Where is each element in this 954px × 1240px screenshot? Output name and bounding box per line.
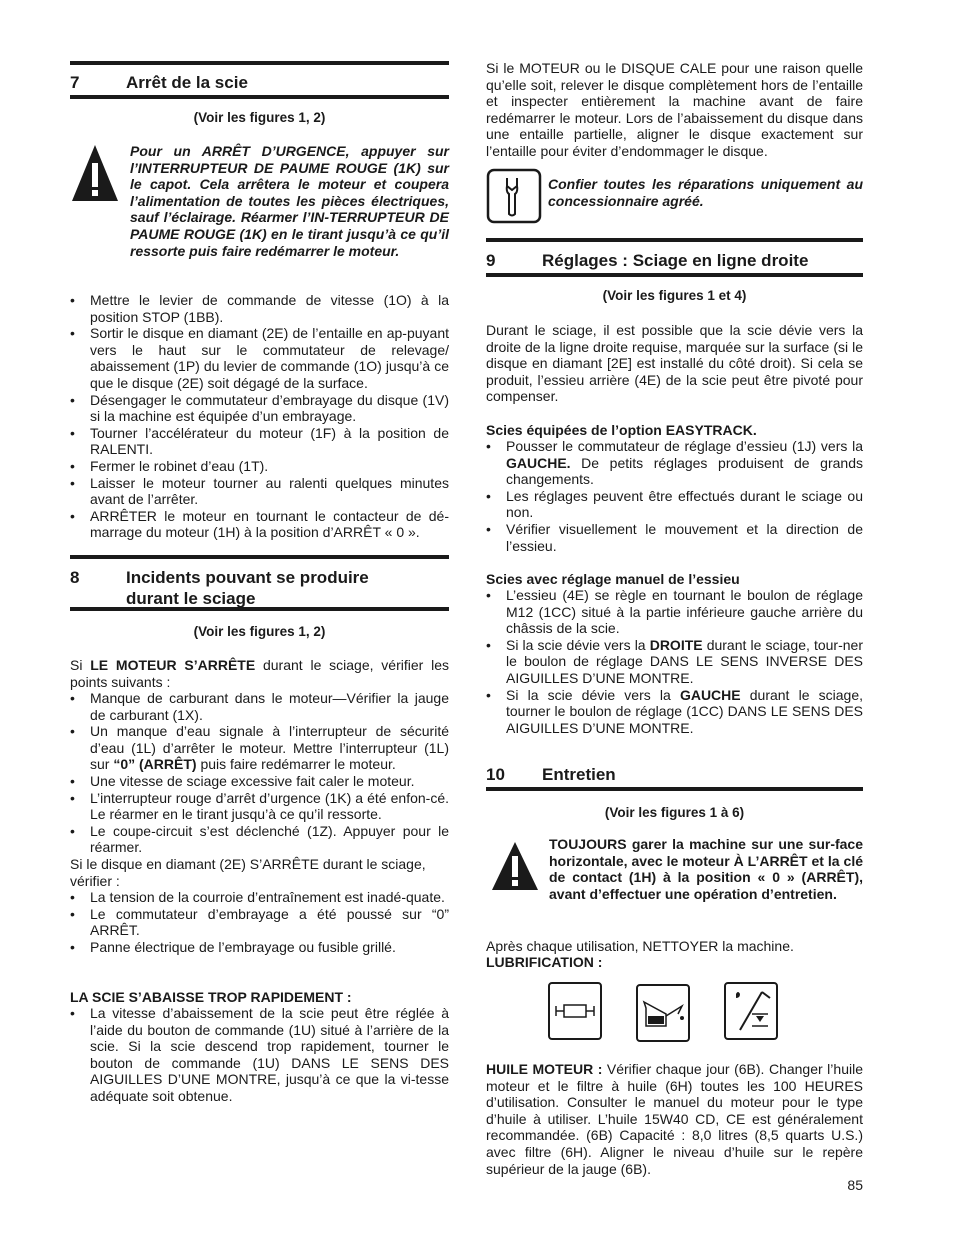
- subheading: LA SCIE S’ABAISSE TROP RAPIDEMENT :: [70, 989, 352, 1005]
- list-item: • Les réglages peuvent être effectués durant le sciage ou non.: [486, 488, 863, 521]
- list-item: • Le coupe-circuit s’est déclenché (1Z). Appuyer pour le réarmer.: [70, 823, 449, 856]
- engine-stop-list: [70, 690, 449, 856]
- list-item: • La vitesse d’abaissement de la scie peut être réglée à l’aide du bouton de commande (1U) situé à l’arrière de la scie. Si la scie descend trop rapidement, tourner le bouton de commande (1U) DANS LE SENS DES AIGUILLES D’UNE MONTRE, jusqu’à ce que la vi-tesse adéquate soit obtenue.: [70, 1005, 449, 1105]
- text: Un manque d’eau signale à l’interrupteur de sécurité d’eau (1L) d’arrêter le moteur. Mettre l’interrupteur (1L) sur: [90, 723, 449, 773]
- list-item: • Tourner l’accélérateur du moteur (1F) à la position de RALENTI.: [70, 425, 449, 458]
- stop-steps-list: [70, 292, 449, 541]
- section-title: Entretien: [542, 765, 616, 784]
- text: durant le sciage, tour-ner le boulon de réglage DANS LE SENS INVERSE DES AIGUILLES D’UNE MONTRE.: [506, 636, 863, 686]
- wrench-icon: [486, 168, 542, 224]
- section-number: 9: [486, 251, 496, 270]
- easytrack-list: [486, 438, 863, 554]
- divider: [70, 95, 449, 99]
- section-8-header: [70, 555, 449, 610]
- text: Pousser le commutateur de réglage d’essieu (1J) vers la: [506, 438, 863, 454]
- warning-triangle-icon: [490, 841, 540, 891]
- list-item: • ARRÊTER le moteur en tournant le contacteur de dé-marrage du moteur (1H) à la position d’ARRÊT « 0 ».: [70, 508, 449, 541]
- text: Si la scie dévie vers la: [506, 686, 680, 703]
- page-number: 85: [847, 1177, 863, 1193]
- list-item: • Mettre le levier de commande de vitesse (1O) à la position STOP (1BB).: [70, 292, 449, 325]
- list-item: • L’essieu (4E) se règle en tournant le boulon de réglage M12 (1CC) situé à la partie inférieure gauche arrière du châssis de la scie.: [486, 587, 863, 637]
- list-item: • Laisser le moteur tourner au ralenti quelques minutes avant de l’arrêter.: [70, 475, 449, 508]
- section-title-line-2: durant le sciage: [126, 589, 256, 608]
- emphasis: HUILE MOTEUR :: [486, 1061, 603, 1077]
- section-9-header: [486, 238, 863, 272]
- text: Vérifier chaque jour (6B). Changer l’huile moteur et le filtre à huile (6H) toutes les 100 HEURES d’utilisation. Consulter le manuel du moteur pour le type d’huile à utiliser. L’huile 15W40 CD, CE est généralement recommandée. (6B) Capacité : 8,0 litres (8,5 quarts U.S.) avec filtre (6H). Aligner le niveau d’huile sur le repère supérieur de la jauge (6B).: [486, 1061, 863, 1177]
- list-item: • Panne électrique de l’embrayage ou fusible grillé.: [70, 939, 449, 956]
- section-7-header: [70, 61, 449, 95]
- service-notice: Confier toutes les réparations uniquement au concessionnaire agréé.: [548, 176, 863, 209]
- list-item: • Fermer le robinet d’eau (1T).: [70, 458, 449, 475]
- text: De petits réglages produisent de grands changements.: [506, 454, 863, 488]
- section-number: 7: [70, 73, 80, 92]
- oil-filter-icon: [548, 982, 602, 1040]
- list-item: [70, 723, 449, 773]
- fast-lowering-list: [70, 1005, 449, 1105]
- emphasis: GAUCHE: [679, 686, 741, 703]
- engine-stop-intro: [70, 657, 449, 690]
- stall-paragraph: Si le MOTEUR ou le DISQUE CALE pour une raison quelle qu’elle soit, relever le disque complètement hors de l’entaille et inspecter entièrement la machine avant de faire redémarrer le moteur. Lors de l’abaissement du disque dans une entaille partielle, aligner le disque exactement sur l’entaille pour éviter d’endommager le disque.: [486, 60, 863, 159]
- list-item: • Manque de carburant dans le moteur—Vérifier la jauge de carburant (1X).: [70, 690, 449, 723]
- subheading: Scies avec réglage manuel de l’essieu: [486, 571, 740, 587]
- list-item: • Vérifier visuellement le mouvement et la direction de l’essieu.: [486, 521, 863, 554]
- figure-reference: (Voir les figures 1, 2): [193, 110, 326, 125]
- disc-stop-intro: Si le disque en diamant (2E) S’ARRÊTE durant le sciage, vérifier :: [70, 856, 426, 889]
- dipstick-icon: [724, 982, 778, 1040]
- list-item: • Désengager le commutateur d’embrayage du disque (1V) si la machine est équipée d’un embrayage.: [70, 392, 449, 425]
- list-item: • Le commutateur d’embrayage a été poussé sur “0” ARRÊT.: [70, 906, 449, 939]
- manual-axle-list: [486, 587, 863, 736]
- oil-can-icon: [636, 984, 690, 1042]
- text: Si: [70, 657, 91, 673]
- emphasis: DROITE: [649, 636, 703, 653]
- divider: [70, 607, 449, 611]
- list-item: [486, 687, 863, 737]
- list-item: [486, 637, 863, 687]
- section-title: Réglages : Sciage en ligne droite: [542, 251, 809, 270]
- tracking-paragraph: Durant le sciage, il est possible que la scie dévie vers la droite de la ligne droite requise, marquée sur la surface (si le disque en diamant [2E] est installé du côté droit). Si cela se produit, l’essieu arrière (4E) de la scie peut être pivoté pour compenser.: [486, 322, 863, 405]
- figure-reference: (Voir les figures 1 et 4): [602, 288, 747, 303]
- section-title: Arrêt de la scie: [126, 73, 248, 92]
- after-use-text: Après chaque utilisation, NETTOYER la machine.: [486, 938, 794, 954]
- text: puis faire redémarrer le moteur.: [196, 756, 396, 773]
- maintenance-warning: TOUJOURS garer la machine sur une sur-face horizontale, avec le moteur À L’ARRÊT et la clé de contact (1H) à la position « 0 » (ARRÊT), avant d’effectuer une opération d’entretien.: [549, 836, 863, 902]
- text: Si la scie dévie vers la: [506, 636, 650, 653]
- figure-reference: (Voir les figures 1 à 6): [604, 805, 745, 820]
- lubrication-heading: LUBRIFICATION :: [486, 954, 603, 970]
- text: durant le sciage, vérifier les points suivants :: [70, 657, 449, 690]
- section-title-line-1: Incidents pouvant se produire: [126, 568, 369, 587]
- disc-stop-list: [70, 889, 449, 955]
- list-item: • L’interrupteur rouge d’arrêt d’urgence (1K) a été enfon-cé. Le réarmer en le tirant jusqu’à ce qu’il ressorte.: [70, 790, 449, 823]
- warning-triangle-icon: [70, 143, 120, 203]
- section-number: 8: [70, 568, 80, 587]
- list-item: • Sortir le disque en diamant (2E) de l’entaille en ap-puyant vers le haut sur le commutateur de relevage/ abaissement (1P) du levier de commande (1O) jusqu’à ce que le disque (2E) soit dégagé de la surface.: [70, 325, 449, 391]
- emphasis: GAUCHE.: [506, 454, 571, 471]
- list-item: [486, 438, 863, 488]
- list-item: • La tension de la courroie d’entraînement est inadé-quate.: [70, 889, 449, 906]
- emergency-stop-warning: Pour un ARRÊT D’URGENCE, appuyer sur l’INTERRUPTEUR DE PAUME ROUGE (1K) sur le capot. Cela arrêtera le moteur et coupera l’alimentation de toutes les pièces électriques, sauf l’éclairage. Réarmer l’IN-TERRUPTEUR DE PAUME ROUGE (1K) en le tirant jusqu’à ce qu’il ressorte puis faire redémarrer le moteur.: [130, 143, 449, 259]
- list-item: • Une vitesse de sciage excessive fait caler le moteur.: [70, 773, 449, 790]
- subheading: Scies équipées de l’option EASYTRACK.: [486, 422, 757, 438]
- figure-reference: (Voir les figures 1, 2): [193, 624, 326, 639]
- section-10-header: [486, 757, 863, 791]
- text: durant le sciage, tourner le boulon de réglage (1CC) DANS LE SENS DES AIGUILLES D’UNE MONTRE.: [506, 686, 863, 736]
- engine-oil-paragraph: [486, 1061, 863, 1177]
- divider: [486, 273, 863, 277]
- emphasis: LE MOTEUR S’ARRÊTE: [90, 657, 256, 673]
- section-number: 10: [486, 765, 505, 784]
- emphasis: “0” (ARRÊT): [113, 756, 197, 773]
